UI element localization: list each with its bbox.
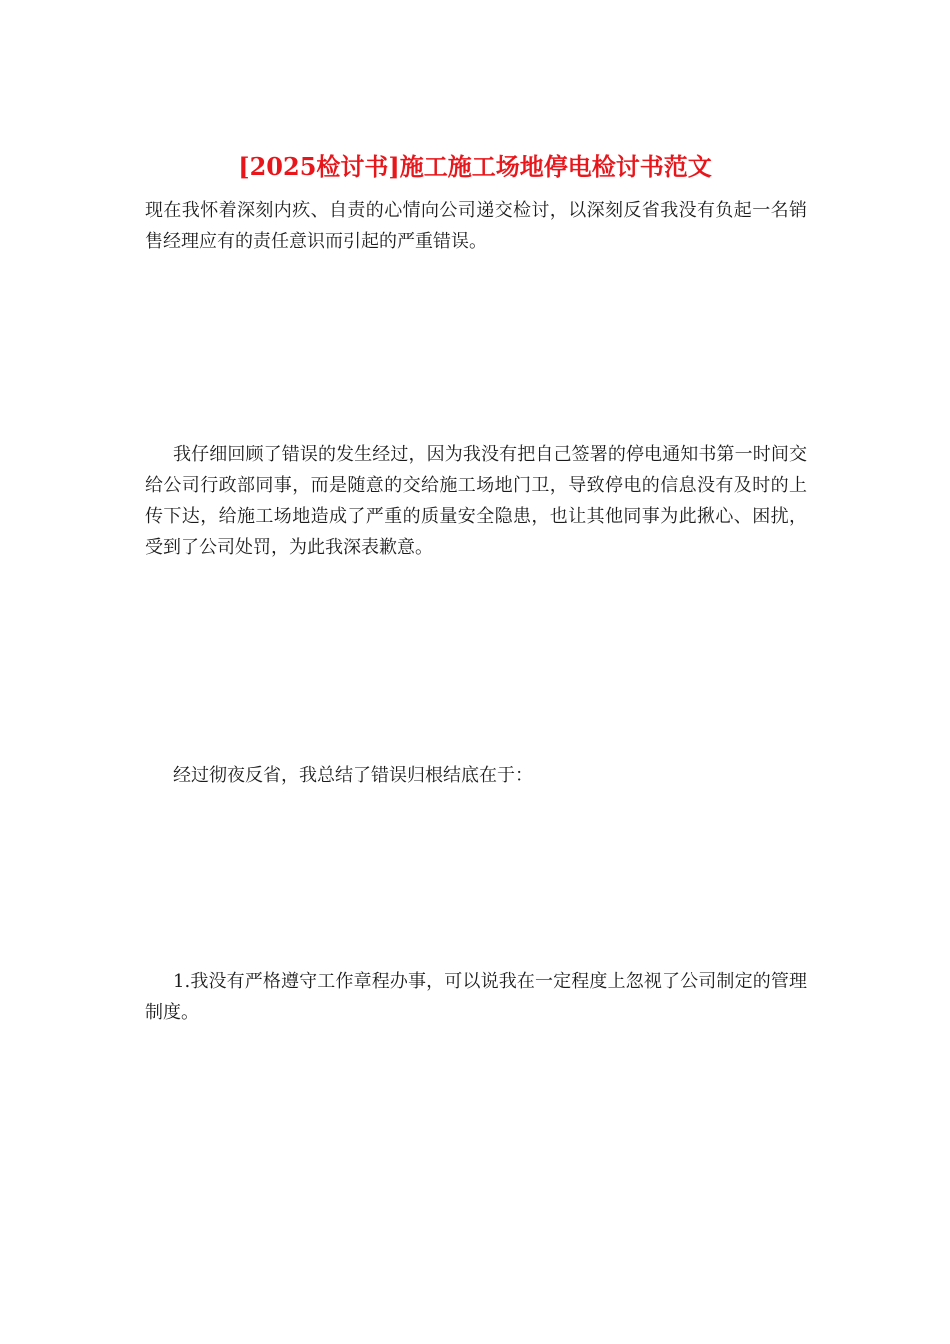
paragraph-intro: 现在我怀着深刻内疚、自责的心情向公司递交检讨，以深刻反省我没有负起一名销售经理应有的责任意识而引起的严重错误。 [145,200,807,252]
document-title: [2025检讨书]施工施工场地停电检讨书范文 [238,152,712,181]
paragraph-point-1: 1.我没有严格遵守工作章程办事，可以说我在一定程度上忽视了公司制定的管理制度。 [145,971,807,1023]
paragraph-reflection: 经过彻夜反省，我总结了错误归根结底在于： [173,765,533,786]
paragraph-review: 我仔细回顾了错误的发生经过，因为我没有把自己签署的停电通知书第一时间交给公司行政部同事，而是随意的交给施工场地门卫，导致停电的信息没有及时的上传下达，给施工场地造成了严重的质量安全隐患，也让其他同事为此揪心、困扰，受到了公司处罚，为此我深表歉意。 [145,444,807,558]
